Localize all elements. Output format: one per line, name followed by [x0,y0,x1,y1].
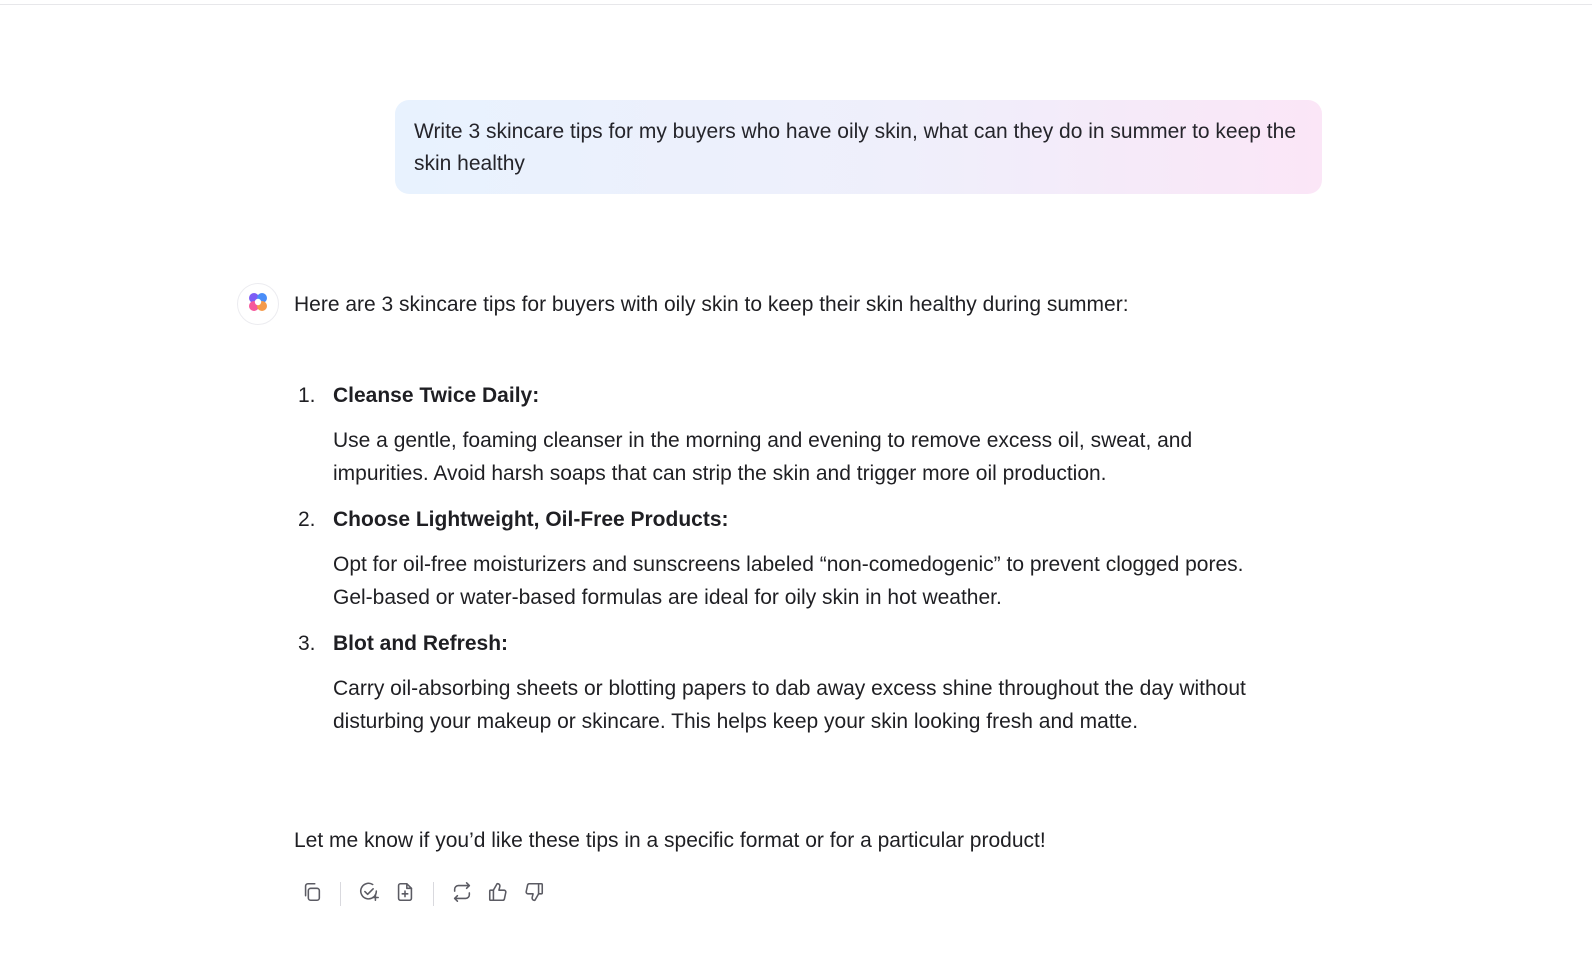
create-task-icon [358,881,380,908]
create-task-button[interactable] [351,876,387,912]
list-item [294,504,1284,614]
copy-icon [301,881,323,908]
tip-body: Opt for oil-free moisturizers and sunscreens labeled “non-comedogenic” to prevent clogged pores. Gel-based or water-based formulas are ideal for oily skin in hot weather. [333,553,1244,609]
thumbs-down-button[interactable] [516,876,552,912]
tip-number: 2. [298,508,316,531]
tip-number: 3. [298,632,316,655]
message-actions [294,876,552,912]
ai-assistant-logo-icon [246,290,270,319]
assistant-intro: Here are 3 skincare tips for buyers with oily skin to keep their skin healthy during summer: [294,293,1129,316]
user-message-bubble [395,100,1322,194]
tip-body: Use a gentle, foaming cleanser in the morning and evening to remove excess oil, sweat, and impurities. Avoid harsh soaps that can strip the skin and trigger more oil production. [333,429,1193,485]
thumbs-up-button[interactable] [480,876,516,912]
thumbs-up-icon [487,881,509,908]
list-item [294,380,1284,490]
user-message-text: Write 3 skincare tips for my buyers who have oily skin, what can they do in summer to keep the skin healthy [414,120,1296,175]
assistant-avatar [237,283,279,325]
assistant-outro: Let me know if you’d like these tips in a specific format or for a particular product! [294,829,1046,852]
tip-title: Blot and Refresh: [333,632,509,655]
add-doc-button[interactable] [387,876,423,912]
thumbs-down-icon [523,881,545,908]
tip-body: Carry oil-absorbing sheets or blotting papers to dab away excess shine throughout the day without disturbing your makeup or skincare. This helps keep your skin looking fresh and matte. [333,677,1246,733]
tip-number: 1. [298,384,316,407]
regenerate-icon [451,881,473,908]
tip-title: Cleanse Twice Daily: [333,384,540,407]
top-divider [0,4,1592,5]
action-divider [433,882,434,906]
tip-title: Choose Lightweight, Oil-Free Products: [333,508,729,531]
action-divider [340,882,341,906]
tips-list [294,380,1284,752]
copy-button[interactable] [294,876,330,912]
add-doc-icon [394,881,416,908]
regenerate-button[interactable] [444,876,480,912]
list-item [294,628,1284,738]
